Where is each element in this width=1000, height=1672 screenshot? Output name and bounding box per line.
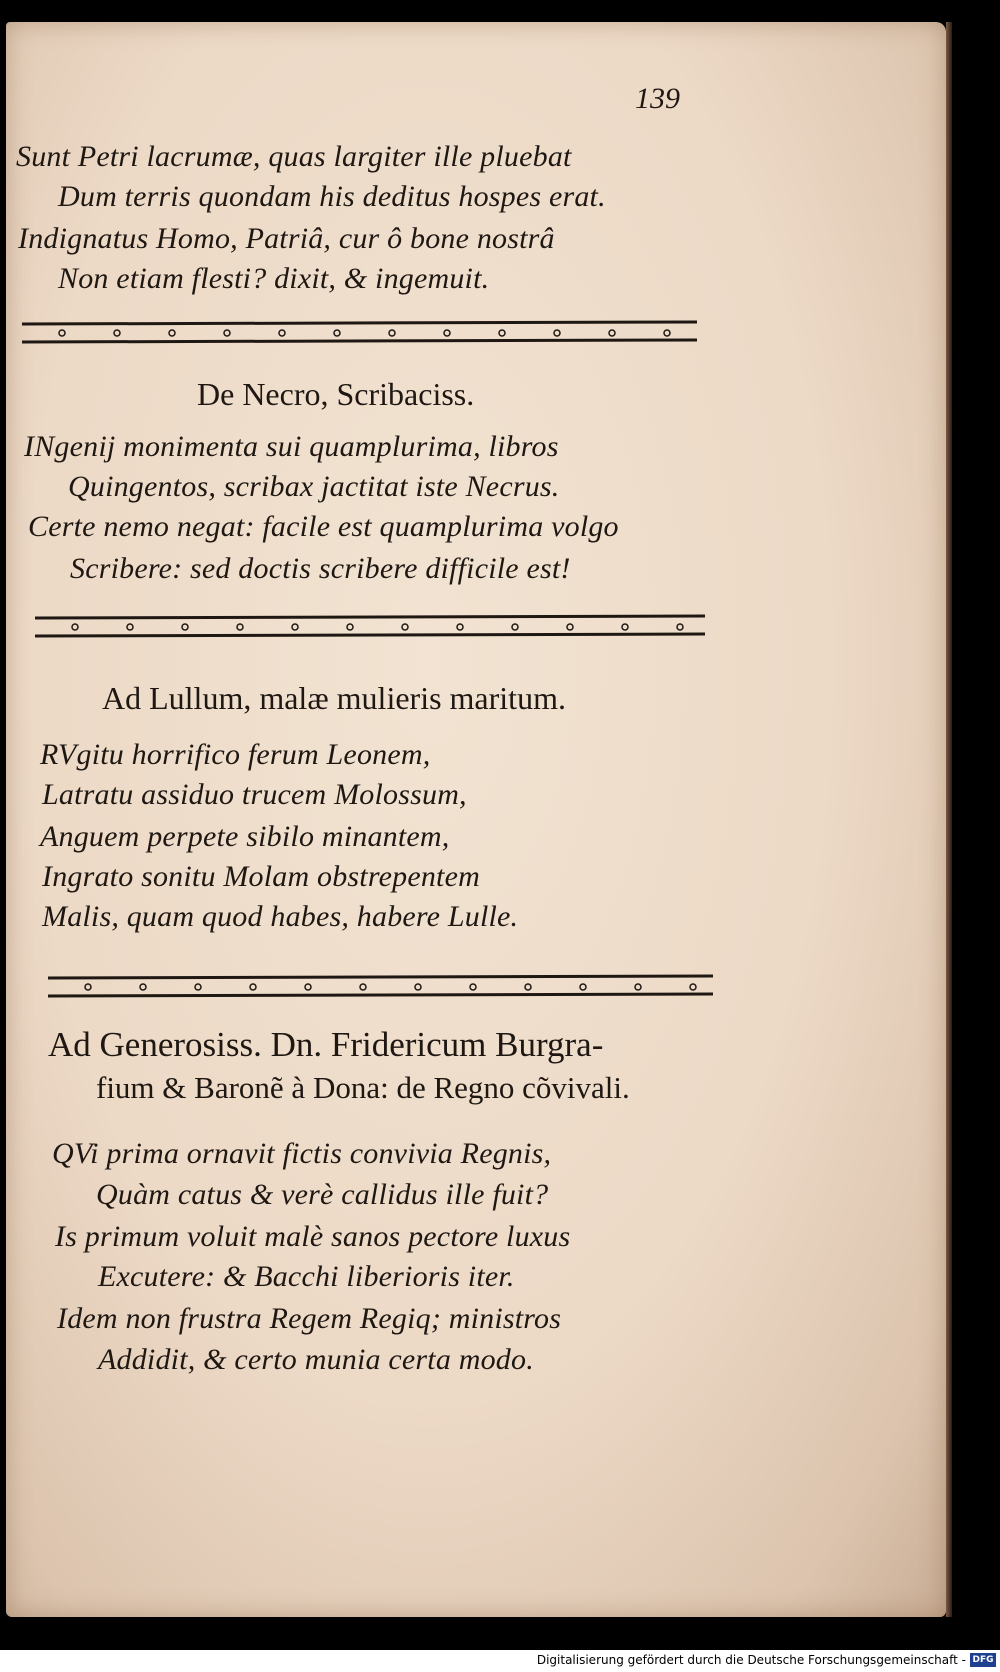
poem-title: Ad Generosiss. Dn. Fridericum Burgra- bbox=[48, 1025, 604, 1064]
poem-title: De Necro, Scribaciss. bbox=[197, 376, 475, 412]
ornamental-divider bbox=[35, 612, 705, 642]
poem-title-continued: fium & Baronẽ à Dona: de Regno cõvivali. bbox=[96, 1070, 630, 1105]
poem-line: Latratu assiduo trucem Molossum, bbox=[42, 778, 467, 811]
footer-bar bbox=[0, 1650, 1000, 1672]
poem-line: Sunt Petri lacrumæ, quas largiter ille pluebat bbox=[16, 140, 572, 173]
ornamental-divider bbox=[22, 318, 697, 348]
poem-line: Idem non frustra Regem Regiq; ministros bbox=[57, 1302, 562, 1335]
poem-line: Addidit, & certo munia certa modo. bbox=[98, 1343, 534, 1376]
poem-line: QVi prima ornavit fictis convivia Regnis, bbox=[52, 1137, 552, 1170]
ornamental-divider bbox=[48, 972, 713, 1002]
poem-line: Certe nemo negat: facile est quamplurima volgo bbox=[28, 510, 619, 543]
poem-line: Non etiam flesti? dixit, & ingemuit. bbox=[58, 262, 490, 295]
poem-line: Quàm catus & verè callidus ille fuit? bbox=[96, 1178, 549, 1211]
poem-line: Anguem perpete sibilo minantem, bbox=[40, 820, 450, 853]
poem-line: Quingentos, scribax jactitat iste Necrus. bbox=[68, 470, 560, 503]
poem-line: RVgitu horrifico ferum Leonem, bbox=[40, 738, 431, 771]
dfg-logo: DFG bbox=[970, 1653, 996, 1667]
poem-line: Malis, quam quod habes, habere Lulle. bbox=[42, 900, 519, 933]
page-number: 139 bbox=[635, 82, 680, 115]
funding-notice: Digitalisierung gefördert durch die Deutsche Forschungsgemeinschaft - bbox=[536, 1653, 966, 1667]
poem-title: Ad Lullum, malæ mulieris maritum. bbox=[102, 680, 566, 716]
poem-line: Dum terris quondam his deditus hospes erat. bbox=[58, 180, 606, 213]
poem-line: Is primum voluit malè sanos pectore luxus bbox=[55, 1220, 571, 1253]
poem-line: Scribere: sed doctis scribere difficile est! bbox=[70, 552, 571, 585]
poem-line: Ingrato sonitu Molam obstrepentem bbox=[42, 860, 480, 893]
poem-line: Excutere: & Bacchi liberioris iter. bbox=[98, 1260, 515, 1293]
poem-line: Indignatus Homo, Patriâ, cur ô bone nostrâ bbox=[18, 222, 555, 255]
poem-line: INgenij monimenta sui quamplurima, libros bbox=[24, 430, 559, 463]
